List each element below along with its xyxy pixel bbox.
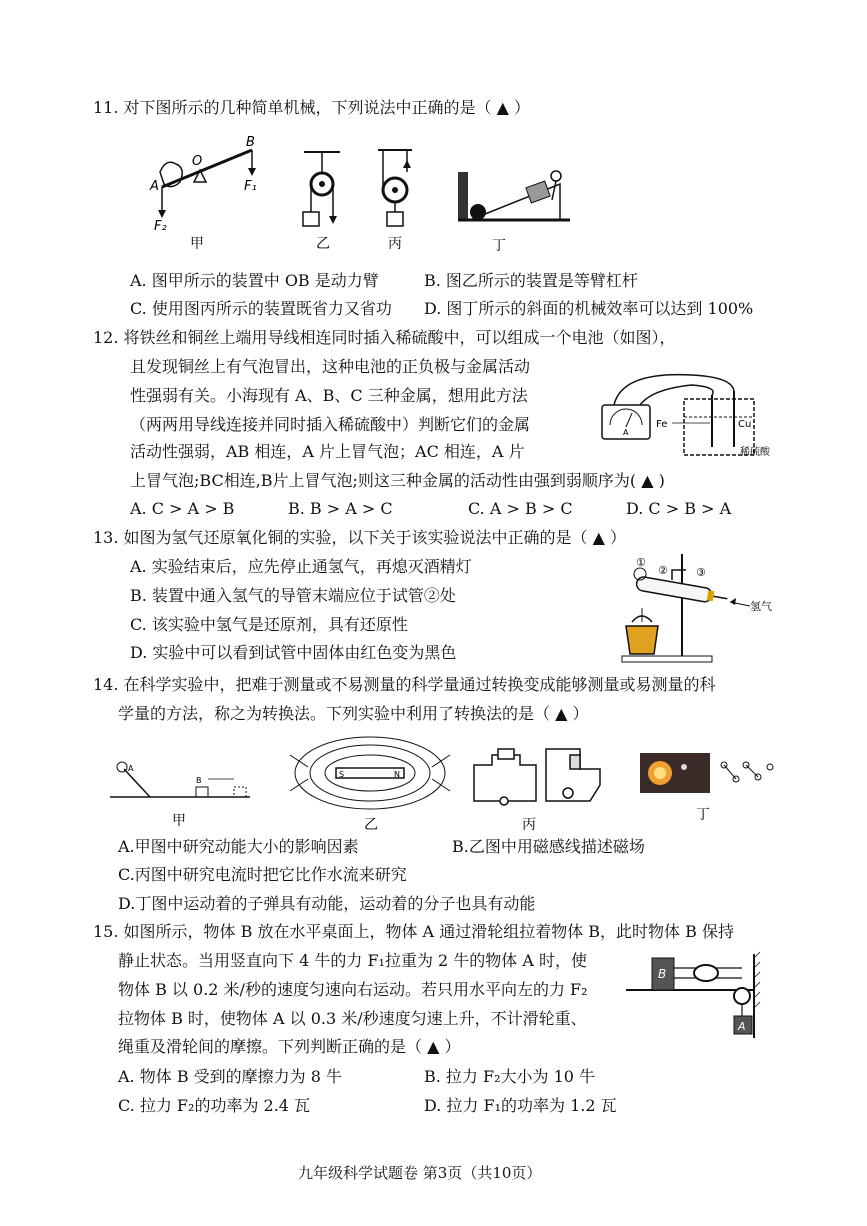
label-A: A: [738, 1020, 746, 1033]
ammeter-label: A: [623, 428, 629, 437]
q14-figure: [100, 735, 780, 835]
q13-option-d: D. 实验中可以看到试管中固体由红色变为黑色: [130, 643, 457, 662]
caption-jia: 甲: [190, 236, 204, 252]
q12-line-5: 活动性强弱，AB 相连，A 片上冒气泡；AC 相连，A 片: [130, 442, 525, 461]
magnetic-field-figure: [290, 737, 450, 809]
label-A: A: [150, 179, 159, 194]
q15-option-d: D. 拉力 F₁的功率为 1.2 瓦: [424, 1096, 617, 1115]
q11-option-a: A. 图甲所示的装置中 OB 是动力臂: [130, 271, 379, 290]
q12-option-b: B. B > A > C: [288, 499, 393, 518]
q11-option-b: B. 图乙所示的装置是等臂杠杆: [424, 271, 638, 290]
page-footer: 九年级科学试题卷 第3页（共10页）: [298, 1164, 542, 1182]
label-cu: Cu: [738, 419, 752, 430]
q15-option-b: B. 拉力 F₂大小为 10 牛: [424, 1067, 596, 1086]
q15-line-1: 15. 如图所示，物体 B 放在水平桌面上，物体 A 通过滑轮组拉着物体 B，此时物体 B 保持: [93, 922, 734, 941]
label-O: O: [192, 154, 203, 169]
bullet-molecule-figure: [640, 753, 773, 823]
label-n1: ①: [636, 556, 646, 569]
q14-line-2: 学量的方法，称之为转换法。下列实验中利用了转换法的是（ ▲ ）: [118, 704, 589, 723]
q12-line-3: 性强弱有关。小海现有 A、B、C 三种金属，想用此方法: [130, 386, 528, 405]
alcohol-lamp-icon: [626, 626, 658, 654]
label-h2: 氢气: [750, 600, 772, 613]
q14-option-c: C.丙图中研究电流时把它比作水流来研究: [118, 865, 407, 884]
q11-option-d: D. 图丁所示的斜面的机械效率可以达到 100%: [424, 299, 754, 318]
q15-line-2: 静止状态。当用竖直向下 4 牛的力 F₁拉重为 2 牛的物体 A 时，使: [118, 951, 588, 970]
label-B: B: [196, 776, 202, 785]
fixed-pulley-figure: [303, 152, 340, 252]
q12-battery-figure: [592, 365, 772, 463]
q12-line-1: 12. 将铁丝和铜丝上端用导线相连同时插入稀硫酸中，可以组成一个电池（如图），: [93, 328, 676, 347]
q14-option-d: D.丁图中运动着的子弹具有动能，运动着的分子也具有动能: [118, 894, 536, 913]
q12-option-d: D. C > B > A: [626, 499, 732, 518]
label-acid: 稀硫酸: [740, 447, 770, 458]
q13-hydrogen-figure: [612, 550, 782, 665]
label-A: A: [128, 764, 134, 773]
label-n3: ③: [696, 566, 706, 579]
caption-bing: 丙: [522, 817, 536, 833]
q13-option-c: C. 该实验中氢气是还原剂，具有还原性: [130, 615, 408, 634]
q13-option-a: A. 实验结束后，应先停止通氢气，再熄灭酒精灯: [130, 557, 472, 576]
q11-option-c: C. 使用图丙所示的装置既省力又省功: [130, 299, 392, 318]
current-water-figure: [474, 749, 600, 805]
caption-ding: 丁: [696, 807, 710, 823]
label-S: S: [339, 770, 345, 779]
q12-line-4: （两两用导线连接并同时插入稀硫酸中）判断它们的金属: [130, 415, 531, 434]
q14-line-1: 14. 在科学实验中，把难于测量或不易测量的科学量通过转换变成能够测量或易测量的科: [93, 675, 716, 694]
label-F1: F₁: [244, 179, 257, 194]
q12-option-a: A. C > A > B: [130, 499, 235, 518]
q14-option-a: A.甲图中研究动能大小的影响因素: [118, 837, 359, 856]
caption-jia: 甲: [172, 813, 186, 829]
label-fe: Fe: [656, 419, 668, 430]
incline-figure: [458, 171, 570, 254]
label-B: B: [658, 967, 667, 981]
movable-pulley-figure: [378, 150, 412, 252]
label-n2: ②: [658, 564, 668, 577]
label-N: N: [394, 770, 400, 779]
q15-line-3: 物体 B 以 0.2 米/秒的速度匀速向右运动。若只用水平向左的力 F₂: [118, 980, 588, 999]
caption-yi: 乙: [316, 236, 330, 252]
caption-yi: 乙: [364, 817, 378, 833]
q12-option-c: C. A > B > C: [468, 499, 573, 518]
q15-option-c: C. 拉力 F₂的功率为 2.4 瓦: [118, 1096, 311, 1115]
q15-pulley-figure: [624, 948, 784, 1038]
caption-ding: 丁: [492, 238, 506, 254]
q11-figure: [140, 132, 590, 262]
q13-option-b: B. 装置中通入氢气的导管末端应位于试管②处: [130, 586, 456, 605]
label-B: B: [246, 135, 255, 150]
q12-line-6: 上冒气泡;BC相连,B片上冒气泡;则这三种金属的活动性由强到弱顺序为( ▲ ): [130, 471, 665, 490]
kinetic-energy-figure: [110, 762, 250, 829]
q15-line-4: 拉物体 B 时，使物体 A 以 0.3 米/秒速度匀速上升，不计滑轮重、: [118, 1009, 587, 1028]
q14-option-b: B.乙图中用磁感线描述磁场: [452, 837, 645, 856]
caption-bing: 丙: [388, 236, 402, 252]
q15-line-5: 绳重及滑轮间的摩擦。下列判断正确的是（ ▲ ）: [118, 1037, 461, 1056]
label-F2: F₂: [154, 219, 167, 234]
q15-option-a: A. 物体 B 受到的摩擦力为 8 牛: [118, 1067, 343, 1086]
q11-stem: 11. 对下图所示的几种简单机械，下列说法中正确的是（ ▲ ）: [93, 98, 531, 117]
q12-line-2: 且发现铜丝上有气泡冒出，这种电池的正负极与金属活动: [130, 357, 531, 376]
q13-stem: 13. 如图为氢气还原氧化铜的实验，以下关于该实验说法中正确的是（ ▲ ）: [93, 528, 627, 547]
lever-figure: [149, 135, 257, 252]
